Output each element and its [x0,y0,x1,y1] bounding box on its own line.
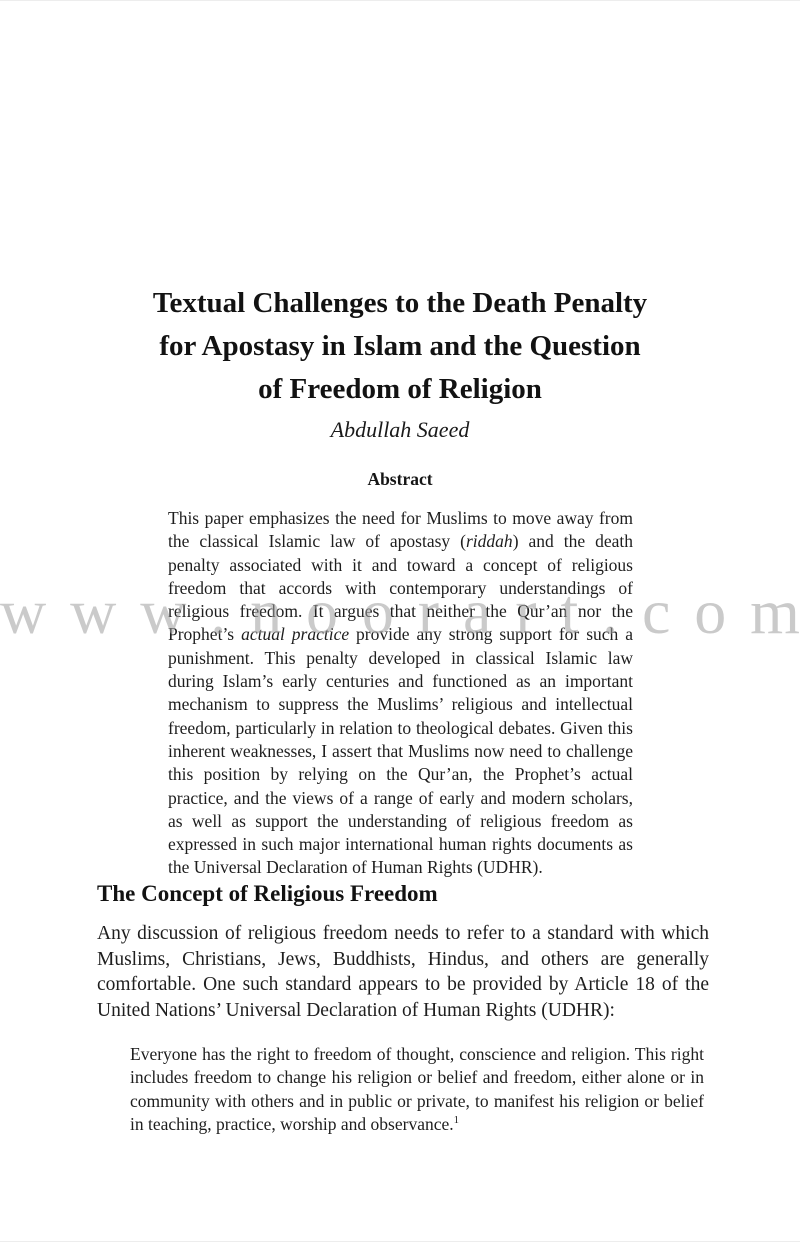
section-heading: The Concept of Religious Freedom [97,881,438,906]
section-paragraph: Any discussion of religious freedom needs to refer to a standard with which Muslims, Christians, Jews, Buddhists, Hindus, and others are generally comfortable. One such standard appears to be provided by Article 18 of the United Nations’ Universal Declaration of Human Rights (UDHR): [97,923,709,1021]
paper-title-line-1: Textual Challenges to the Death Penalty [152,287,648,319]
abstract-heading: Abstract [367,469,433,489]
paper-title-line-2: for Apostasy in Islam and the Question [159,330,641,362]
paper-title [0,282,800,411]
author-name: Abdullah Saeed [330,417,470,442]
abstract-text: This paper emphasizes the need for Muslims to move away from the classical Islamic law of apostasy (riddah) and the death penalty associated with it and toward a concept of religious freedom that accords with contemporary understandings of religious freedom. It argues that neither the Qur’an nor the Prophet’s actual practice provide any strong support for such a punishment. This penalty developed in classical Islamic law during Islam’s early centuries and functioned as an important mechanism to suppress the Muslims’ religious and intellectual freedom, particularly in relation to theological debates. Given this inherent weaknesses, I assert that Muslims now need to challenge this position by relying on the Qur’an, the Prophet’s actual practice, and the views of a range of early and modern scholars, as well as support the understanding of religious freedom as expressed in such major international human rights documents as the Universal Declaration of Human Rights (UDHR). [168,508,634,878]
paper-title-line-3: of Freedom of Religion [258,373,542,405]
udhr-quote: Everyone has the right to freedom of thought, conscience and religion. This right includes freedom to change his religion or belief and freedom, either alone or in community with others and in public or private, to manifest his religion or belief in teaching, practice, worship and observance.$^1$ [130,1044,704,1134]
watermark-text: w w w . n o o r a r t . c o m [0,577,800,647]
